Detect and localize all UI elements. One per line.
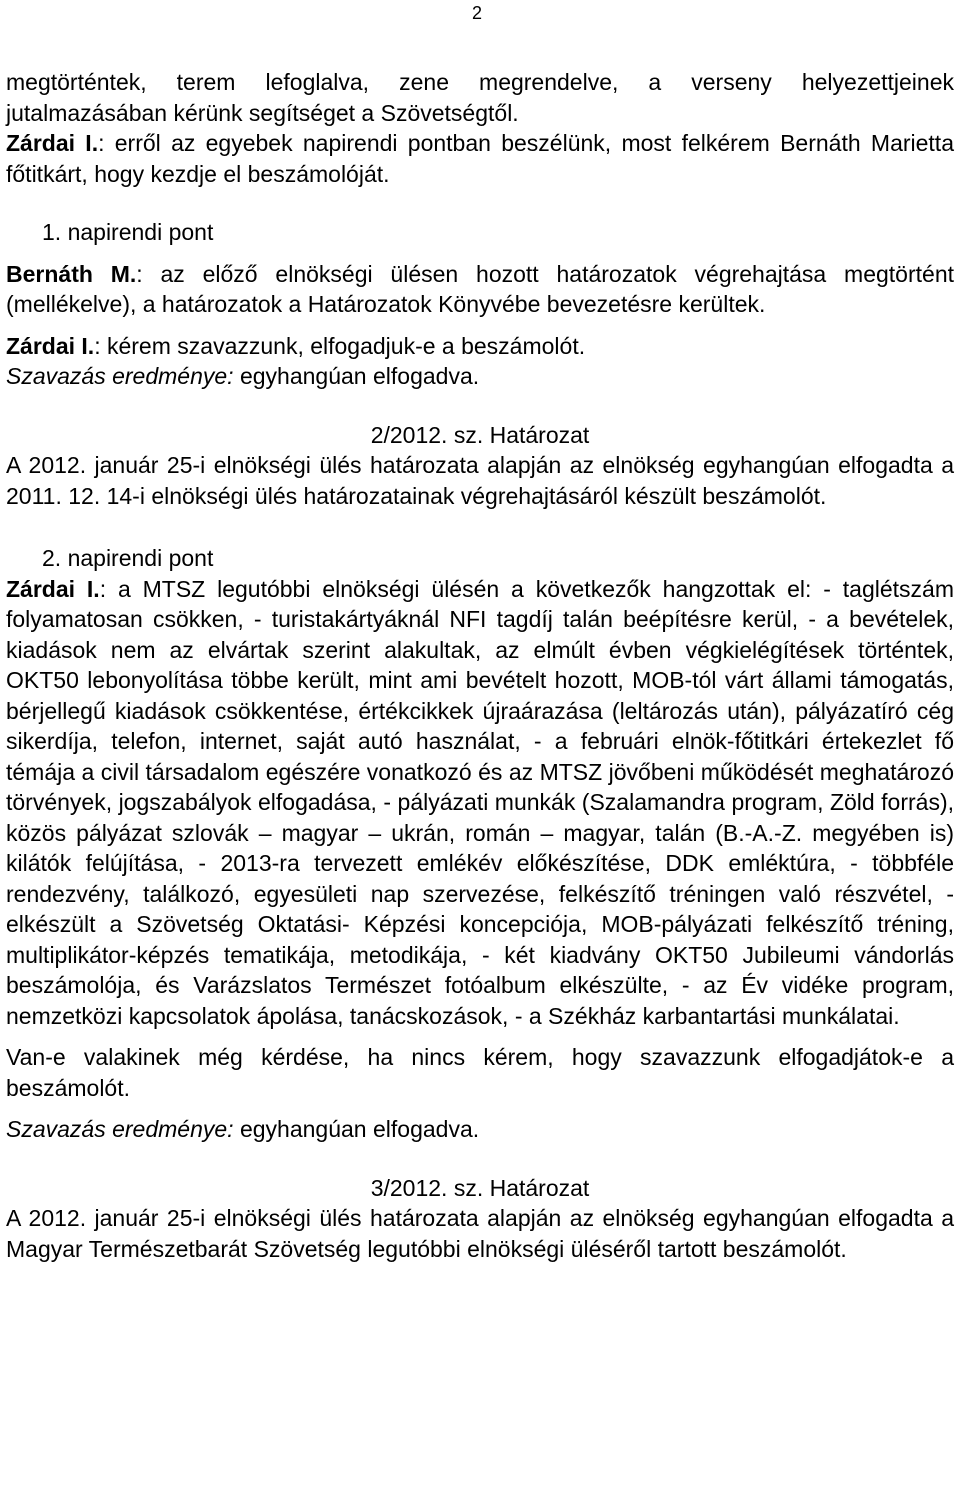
vote-label: Szavazás eredménye: xyxy=(6,363,234,389)
resolution-3-title: 3/2012. sz. Határozat xyxy=(370,1174,590,1201)
speaker-name: Zárdai I. xyxy=(6,332,95,359)
resolution-3-text: A 2012. január 25-i elnökségi ülés határozata alapján az elnökség egyhangúan elfogadta a Magyar Természetbarát Szövetség legutóbbi elnökségi üléséről tartott beszámolót. xyxy=(6,1205,954,1262)
paragraph-continuation: megtörténtek, terem lefoglalva, zene megrendelve, a verseny helyezettjeinek jutalmazásában kérünk segítséget a Szövetségtől. xyxy=(6,69,954,126)
vote-result-text: egyhangúan elfogadva. xyxy=(233,1116,480,1142)
paragraph-questions: Van-e valakinek még kérdése, ha nincs kérem, hogy szavazzunk elfogadjátok-e a beszámolót. xyxy=(6,1044,954,1101)
speaker-text: : az előző elnökségi ülésen hozott határozatok végrehajtása megtörtént (mellékelve), a határozatok a Határozatok Könyvébe bevezetésre kerültek. xyxy=(6,260,954,317)
resolution-2-title: 2/2012. sz. Határozat xyxy=(370,421,590,448)
speaker-text: : kérem szavazzunk, elfogadjuk-e a beszámolót. xyxy=(94,332,586,359)
paragraph-vote-call xyxy=(6,331,954,362)
document-body xyxy=(6,67,954,1264)
speaker-name: Bernáth M. xyxy=(6,260,137,287)
speaker-text: : a MTSZ legutóbbi elnökségi ülésén a következők hangzottak el: - taglétszám folyamatosan csökken, - turistakártyáknál NFI tagdíj talán beépítésre kerül, - a bevételek, kiadások nem az elvártak szerint alakultak, az elmúlt évben végkielégítések történtek, OKT50 lebonyolítása többe került, mint ami bevételt hozott, MOB-tól várt állami támogatás, bérjellegű kiadások csökkentése, értékcikkek újraárazása (leltározás után), pályázatíró cég sikerdíja, telefon, internet, saját autó használat, - a februári elnök-főtitkári értekezlet fő témája a civil társadalom egészére vonatkozó és az MTSZ jövőbeni működését meghatározó törvények, jogszabályok elfogadása, - pályázati munkák (Szalamandra program, Zöld forrás), közös pályázat szlovák – magyar – ukrán, román – magyar, talán (B.-A.-Z. megyében is) kilátók felújítása, - 2013-ra tervezett emlékév előkészítése, DDK emléktúra, - többféle rendezvény, találkozó, egyesületi nap szervezése, felkészítő tréningen való részvétel, - elkészült a Szövetség Oktatási- Képzési koncepciója, MOB-pályázati felkészítő tréning, multiplikátor-képzés tematikája, metodikája, - két kiadvány OKT50 Jubileumi vándorlás beszámolója, és Varázslatos Természet fotóalbum elkészülte, - az Év vidéke program, nemzetközi kapcsolatok ápolása, tanácskozások, - a Székház karbantartási munkálatai. xyxy=(6,575,954,1029)
paragraph-mtsz-report xyxy=(6,574,954,1032)
paragraph-bernath-report xyxy=(6,259,954,320)
speaker-name: Zárdai I. xyxy=(6,130,99,156)
vote-label: Szavazás eredménye: xyxy=(6,1116,234,1142)
page-number: 2 xyxy=(472,3,483,23)
vote-result-2 xyxy=(6,1114,954,1145)
paragraph-zardai-intro xyxy=(6,128,954,189)
vote-result-text: egyhangúan elfogadva. xyxy=(233,363,480,389)
speaker-text: : erről az egyebek napirendi pontban beszélünk, most felkérem Bernáth Marietta főtitkárt, hogy kezdje el beszámolóját. xyxy=(6,130,954,187)
vote-result-1 xyxy=(6,361,954,392)
resolution-2-text: A 2012. január 25-i elnökségi ülés határozata alapján az elnökség egyhangúan elfogadta a 2011. 12. 14-i elnökségi ülés határozatainak végrehajtásáról készült beszámolót. xyxy=(6,452,954,509)
agenda-item-1: 1. napirendi pont xyxy=(42,219,214,245)
speaker-name: Zárdai I. xyxy=(6,575,100,602)
agenda-item-2: 2. napirendi pont xyxy=(42,545,214,571)
